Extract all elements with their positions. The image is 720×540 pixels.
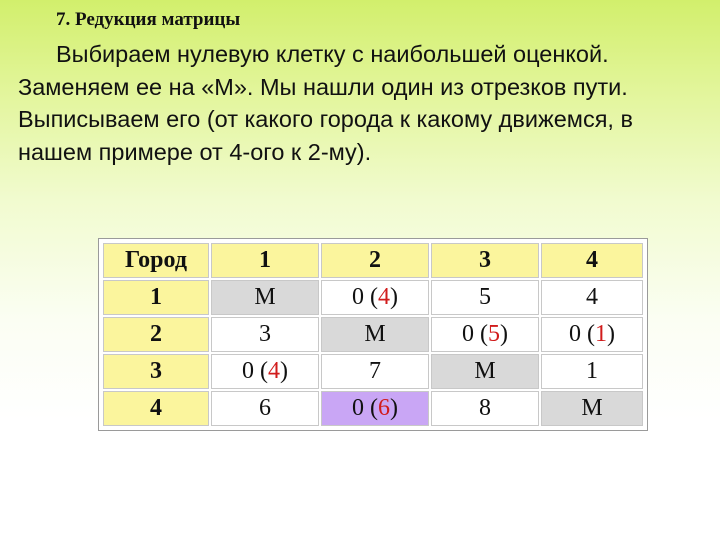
header-col-3: 3 bbox=[431, 243, 539, 278]
header-city-label: Город bbox=[103, 243, 209, 278]
cell-estimate: 4 bbox=[378, 284, 390, 310]
matrix-cell: 0 (5) bbox=[431, 317, 539, 352]
matrix-cell bbox=[321, 354, 429, 389]
header-col-4: 4 bbox=[541, 243, 643, 278]
matrix-cell: 0 (4) bbox=[321, 280, 429, 315]
matrix-cell bbox=[541, 354, 643, 389]
row-city-label: 3 bbox=[103, 354, 209, 389]
table-row bbox=[103, 354, 643, 389]
cell-value: 6 bbox=[259, 395, 271, 421]
matrix-cell bbox=[431, 354, 539, 389]
matrix-cell bbox=[211, 317, 319, 352]
cell-estimate: 4 bbox=[268, 358, 280, 384]
cell-value: М bbox=[581, 395, 603, 421]
row-city-label: 2 bbox=[103, 317, 209, 352]
matrix-cell bbox=[541, 391, 643, 426]
matrix-cell bbox=[211, 280, 319, 315]
slide-title: 7. Редукция матрицы bbox=[56, 9, 241, 30]
cell-estimate: 5 bbox=[488, 321, 500, 347]
matrix-cell: 0 (6) bbox=[321, 391, 429, 426]
matrix-cell: 0 (4) bbox=[211, 354, 319, 389]
matrix-cell bbox=[541, 280, 643, 315]
matrix-cell bbox=[431, 280, 539, 315]
matrix-cell bbox=[321, 317, 429, 352]
row-city-label: 4 bbox=[103, 391, 209, 426]
cell-value: М bbox=[474, 358, 496, 384]
table-row bbox=[103, 317, 643, 352]
cell-value: 0 bbox=[352, 395, 364, 421]
row-city-label: 1 bbox=[103, 280, 209, 315]
matrix-header-row bbox=[103, 243, 643, 278]
cell-value: 5 bbox=[479, 284, 491, 310]
matrix-cell bbox=[431, 391, 539, 426]
cell-value: 0 bbox=[242, 358, 254, 384]
cell-estimate: 6 bbox=[378, 395, 390, 421]
cell-value: М bbox=[364, 321, 386, 347]
slide-body-text: Выбираем нулевую клетку с наибольшей оценкой. Заменяем ее на «М». Мы нашли один из отрезков пути. Выписываем его (от какого города к какому движемся, в нашем примере от 4-ого к 2-му). bbox=[18, 41, 633, 165]
cell-value: 3 bbox=[259, 321, 271, 347]
cell-value: 0 bbox=[569, 321, 581, 347]
matrix-cell bbox=[211, 391, 319, 426]
cell-value: 1 bbox=[586, 358, 598, 384]
cell-value: 4 bbox=[586, 284, 598, 310]
table-row bbox=[103, 391, 643, 426]
header-col-2: 2 bbox=[321, 243, 429, 278]
cell-estimate: 1 bbox=[595, 321, 607, 347]
cell-value: 0 bbox=[462, 321, 474, 347]
matrix-cell: 0 (1) bbox=[541, 317, 643, 352]
cell-value: 7 bbox=[369, 358, 381, 384]
cell-value: 0 bbox=[352, 284, 364, 310]
cost-matrix bbox=[98, 238, 648, 431]
cell-value: М bbox=[254, 284, 276, 310]
table-row bbox=[103, 280, 643, 315]
cell-value: 8 bbox=[479, 395, 491, 421]
header-col-1: 1 bbox=[211, 243, 319, 278]
cost-matrix-table bbox=[101, 241, 645, 428]
